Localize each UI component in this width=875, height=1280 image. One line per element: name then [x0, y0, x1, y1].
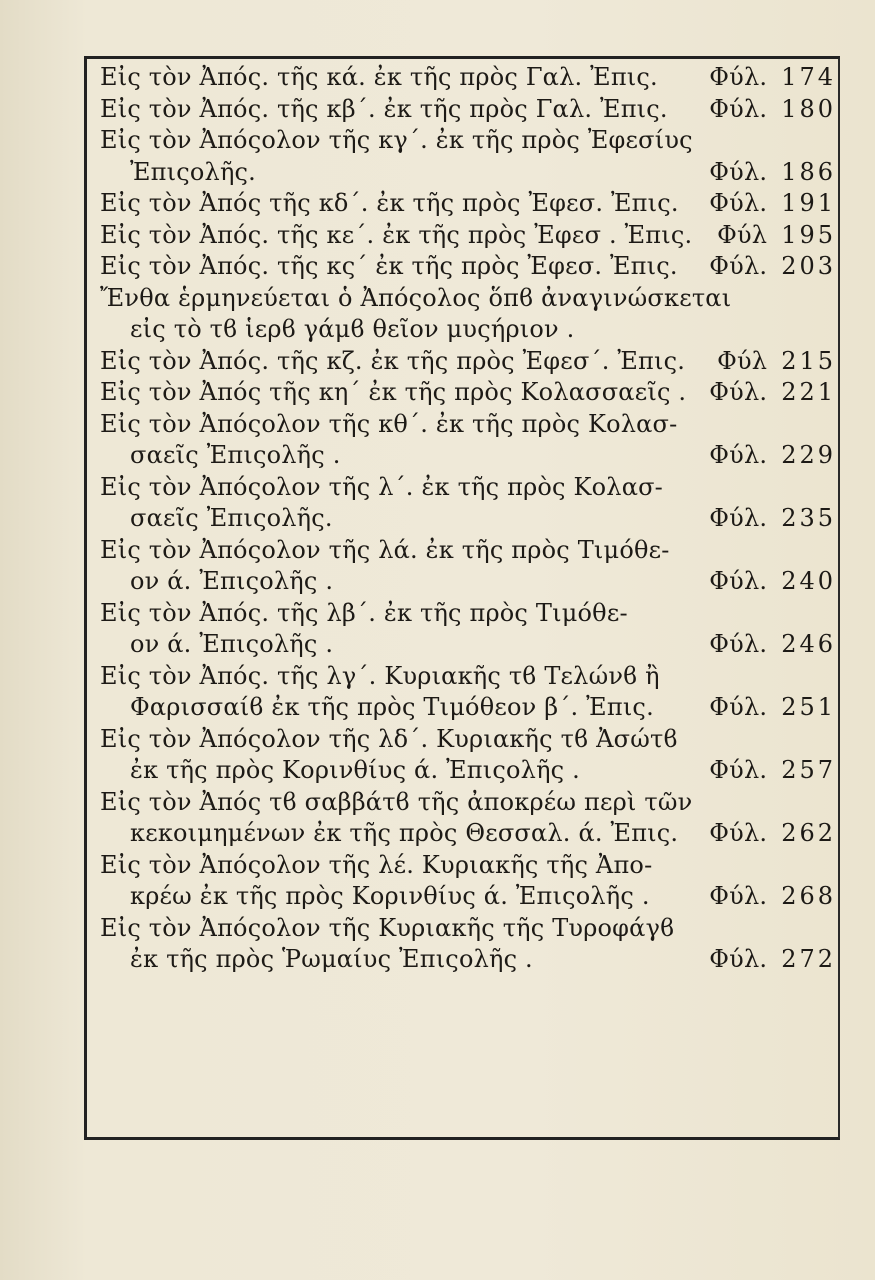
page-reference: [709, 818, 836, 850]
entry-title-line: [100, 661, 840, 693]
toc-entry: [100, 283, 840, 346]
page-number: 257: [781, 756, 836, 784]
toc-entry: [100, 661, 840, 724]
entry-title-line: [100, 850, 840, 882]
entry-text: Φαρισσαίϐ ἐκ τῆς πρὸς Τιμόθεον β΄. Ἐπις.: [130, 693, 654, 721]
page-number: 174: [781, 63, 836, 91]
entry-text: ον ά. Ἐπιςολῆς .: [130, 630, 334, 658]
entry-text: Εἰς τὸν Ἀπός τῆς κη΄ ἐκ τῆς πρὸς Κολασσαεῖς .: [100, 378, 687, 406]
entry-text: Εἰς τὸν Ἀπόςολον τῆς λ΄. ἐκ τῆς πρὸς Κολασ-: [100, 472, 663, 501]
entry-title-line: [100, 787, 840, 819]
entry-text: Εἰς τὸν Ἀπόςολον τῆς λέ. Κυριακῆς τῆς Ἀπο-: [100, 850, 653, 879]
entry-text: ἐκ τῆς πρὸς Ῥωμαίυς Ἐπιςολῆς .: [130, 945, 533, 973]
entry-text: Εἰς τὸν Ἀπόςολον τῆς λδ΄. Κυριακῆς τϐ Ἀσώτϐ: [100, 724, 678, 753]
entry-continuation-line: [100, 944, 840, 976]
page-number: 246: [781, 630, 836, 658]
folio-label: Φύλ.: [709, 94, 768, 123]
entry-text: Εἰς τὸν Ἀπός. τῆς κζ. ἐκ τῆς πρὸς Ἐφεσ΄. Ἐπις.: [100, 346, 686, 375]
page-reference: [709, 188, 836, 220]
entry-continuation-line: [100, 881, 840, 913]
toc-entry: [100, 472, 840, 535]
entry-text: κεκοιμημένων ἐκ τῆς πρὸς Θεσσαλ. ά. Ἐπις.: [130, 819, 679, 847]
toc-entry: [100, 377, 840, 409]
page-number: 268: [781, 882, 836, 910]
toc-entry: [100, 125, 840, 188]
toc-entry: [100, 409, 840, 472]
entry-continuation-line: [100, 157, 840, 189]
entry-text: σαεῖς Ἐπιςολῆς .: [130, 441, 341, 469]
toc-entry: [100, 724, 840, 787]
entry-title-line: [100, 535, 840, 567]
entry-text: Ἔνθα ἑρμηνεύεται ὁ Ἀπόςολος ὅπϐ ἀναγινώσκεται: [100, 283, 732, 312]
entry-title-line: [100, 283, 840, 315]
page-reference: [709, 755, 836, 787]
entry-title-line: [100, 94, 840, 126]
entry-continuation-line: [100, 818, 840, 850]
entry-text: Εἰς τὸν Ἀπόςολον τῆς κθ΄. ἐκ τῆς πρὸς Κολασ-: [100, 409, 678, 438]
entry-text: Εἰς τὸν Ἀπόςολον τῆς Κυριακῆς τῆς Τυροφάγϐ: [100, 913, 675, 942]
entry-text: ἐκ τῆς πρὸς Κορινθίυς ά. Ἐπιςολῆς .: [130, 756, 580, 784]
entry-text: Εἰς τὸν Ἀπός. τῆς κβ΄. ἐκ τῆς πρὸς Γαλ. Ἐπις.: [100, 94, 668, 123]
folio-label: Φύλ.: [709, 882, 768, 910]
page-number: 251: [781, 693, 836, 721]
entry-text: Εἰς τὸν Ἀπός. τῆς λγ΄. Κυριακῆς τϐ Τελώνϐ ἢ: [100, 661, 660, 690]
entry-title-line: [100, 346, 840, 378]
page-reference: [709, 94, 836, 126]
folio-label: Φύλ.: [709, 189, 768, 217]
entry-text: Ἐπιςολῆς.: [130, 157, 257, 186]
page-number: 229: [781, 441, 836, 469]
entry-title-line: [100, 409, 840, 441]
folio-label: Φύλ.: [709, 945, 768, 973]
entry-title-line: [100, 220, 840, 252]
folio-label: Φύλ.: [709, 63, 768, 91]
entry-text: Εἰς τὸν Ἀπός. τῆς κς΄ ἐκ τῆς πρὸς Ἐφεσ. Ἐπις.: [100, 252, 678, 280]
page-reference: [709, 881, 836, 913]
toc-entry: [100, 598, 840, 661]
entry-text: σαεῖς Ἐπιςολῆς.: [130, 504, 333, 532]
folio-label: Φύλ.: [709, 567, 768, 595]
page-number: 262: [781, 819, 836, 847]
entry-text: εἰς τὸ τϐ ἱερϐ γάμϐ θεῖον μυςήριον .: [130, 315, 575, 343]
folio-label: Φύλ.: [709, 630, 768, 658]
entry-title-line: [100, 125, 840, 157]
entry-continuation-line: [100, 314, 840, 346]
entry-text: Εἰς τὸν Ἀπόςολον τῆς κγ΄. ἐκ τῆς πρὸς Ἐφεσίυς: [100, 126, 693, 154]
folio-label: Φύλ.: [709, 441, 768, 469]
folio-label: Φύλ.: [709, 819, 768, 847]
entry-continuation-line: [100, 503, 840, 535]
entry-title-line: [100, 724, 840, 756]
entry-continuation-line: [100, 440, 840, 472]
entry-title-line: [100, 251, 840, 283]
entry-text: Εἰς τὸν Ἀπός. τῆς κά. ἐκ τῆς πρὸς Γαλ. Ἐπις.: [100, 63, 658, 91]
page-reference: [709, 377, 836, 409]
folio-label: Φύλ: [717, 220, 768, 249]
entry-text: κρέω ἐκ τῆς πρὸς Κορινθίυς ά. Ἐπιςολῆς .: [130, 882, 650, 910]
page-reference: [709, 503, 836, 535]
table-of-contents: [100, 62, 840, 976]
page-number: 235: [781, 504, 836, 532]
toc-entry: [100, 251, 840, 283]
page-number: 186: [781, 157, 836, 186]
entry-continuation-line: [100, 755, 840, 787]
toc-entry: [100, 850, 840, 913]
folio-label: Φύλ: [717, 346, 768, 375]
toc-entry: [100, 787, 840, 850]
toc-entry: [100, 188, 840, 220]
folio-label: Φύλ.: [709, 756, 768, 784]
toc-entry: [100, 94, 840, 126]
page-number: 221: [781, 378, 836, 406]
toc-entry: [100, 535, 840, 598]
entry-title-line: [100, 913, 840, 945]
entry-continuation-line: [100, 566, 840, 598]
page-number: 272: [781, 945, 836, 973]
folio-label: Φύλ.: [709, 504, 768, 532]
page-number: 240: [781, 567, 836, 595]
entry-text: Εἰς τὸν Ἀπόςολον τῆς λά. ἐκ τῆς πρὸς Τιμόθε-: [100, 535, 670, 564]
entry-continuation-line: [100, 692, 840, 724]
page-reference: [717, 346, 836, 378]
folio-label: Φύλ.: [709, 693, 768, 721]
folio-label: Φύλ.: [709, 252, 768, 280]
page-reference: [709, 62, 836, 94]
page-number: 180: [781, 94, 836, 123]
entry-text: Εἰς τὸν Ἀπός τϐ σαββάτϐ τῆς ἀποκρέω περὶ τῶν: [100, 787, 693, 816]
page-number: 191: [781, 189, 836, 217]
entry-title-line: [100, 188, 840, 220]
entry-text: Εἰς τὸν Ἀπός τῆς κδ΄. ἐκ τῆς πρὸς Ἐφεσ. Ἐπις.: [100, 189, 679, 217]
entry-text: ον ά. Ἐπιςολῆς .: [130, 567, 334, 595]
toc-entry: [100, 62, 840, 94]
page-reference: [709, 251, 836, 283]
page-reference: [717, 220, 836, 252]
toc-entry: [100, 346, 840, 378]
page-number: 195: [781, 220, 836, 249]
entry-title-line: [100, 598, 840, 630]
page-reference: [709, 566, 836, 598]
page-reference: [709, 440, 836, 472]
entry-title-line: [100, 62, 840, 94]
entry-text: Εἰς τὸν Ἀπός. τῆς κε΄. ἐκ τῆς πρὸς Ἐφεσ . Ἐπις.: [100, 220, 693, 249]
toc-entry: [100, 913, 840, 976]
page-number: 215: [781, 346, 836, 375]
entry-title-line: [100, 472, 840, 504]
entry-continuation-line: [100, 629, 840, 661]
page-reference: [709, 157, 836, 189]
page-number: 203: [781, 252, 836, 280]
page-reference: [709, 629, 836, 661]
entry-text: Εἰς τὸν Ἀπός. τῆς λβ΄. ἐκ τῆς πρὸς Τιμόθε-: [100, 598, 628, 627]
page-reference: [709, 944, 836, 976]
folio-label: Φύλ.: [709, 378, 768, 406]
page-reference: [709, 692, 836, 724]
entry-title-line: [100, 377, 840, 409]
toc-entry: [100, 220, 840, 252]
folio-label: Φύλ.: [709, 157, 768, 186]
